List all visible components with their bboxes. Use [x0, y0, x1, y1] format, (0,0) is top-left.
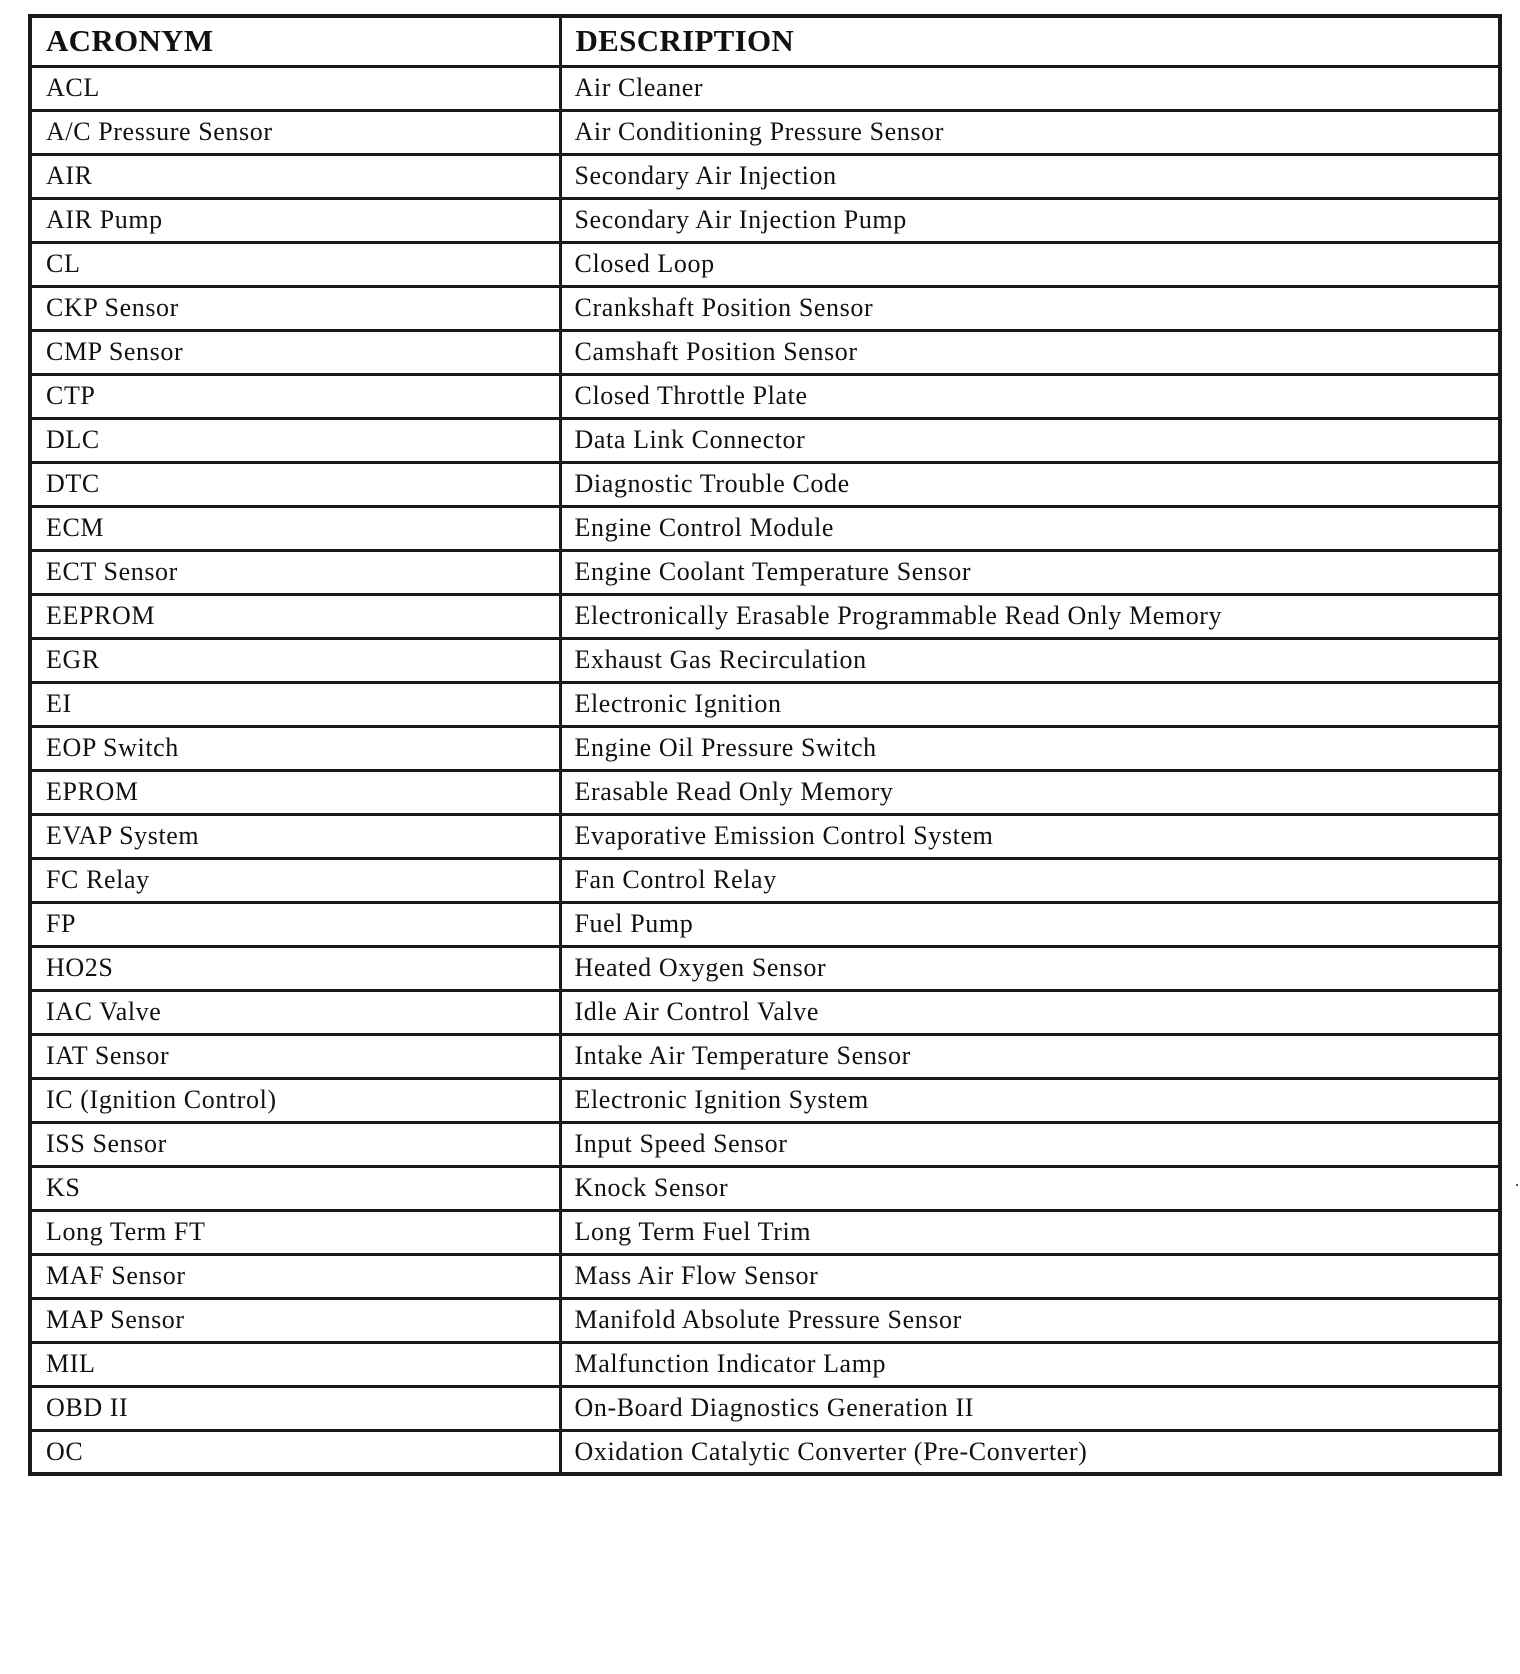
acronym-cell: EOP Switch	[30, 726, 560, 770]
description-cell: Oxidation Catalytic Converter (Pre-Converter)	[560, 1430, 1500, 1474]
description-cell: Idle Air Control Valve	[560, 990, 1500, 1034]
description-cell: Mass Air Flow Sensor	[560, 1254, 1500, 1298]
acronym-cell: MAF Sensor	[30, 1254, 560, 1298]
table-row	[30, 990, 1500, 1034]
description-cell: Data Link Connector	[560, 418, 1500, 462]
table-row	[30, 902, 1500, 946]
table-row	[30, 330, 1500, 374]
table-row	[30, 682, 1500, 726]
table-row	[30, 374, 1500, 418]
description-cell: On-Board Diagnostics Generation II	[560, 1386, 1500, 1430]
description-cell: Erasable Read Only Memory	[560, 770, 1500, 814]
acronym-cell: ECT Sensor	[30, 550, 560, 594]
description-cell: Air Conditioning Pressure Sensor	[560, 110, 1500, 154]
acronym-cell: CKP Sensor	[30, 286, 560, 330]
table-row	[30, 110, 1500, 154]
acronym-cell: IAC Valve	[30, 990, 560, 1034]
acronym-cell: Long Term FT	[30, 1210, 560, 1254]
description-cell: Knock Sensor	[560, 1166, 1500, 1210]
description-cell: Evaporative Emission Control System	[560, 814, 1500, 858]
table-row	[30, 1210, 1500, 1254]
acronym-cell: EPROM	[30, 770, 560, 814]
table-row	[30, 1078, 1500, 1122]
table-row	[30, 770, 1500, 814]
acronym-cell: ACL	[30, 66, 560, 110]
table-row	[30, 242, 1500, 286]
table-row	[30, 418, 1500, 462]
table-row	[30, 462, 1500, 506]
description-cell: Camshaft Position Sensor	[560, 330, 1500, 374]
acronym-cell: FP	[30, 902, 560, 946]
description-cell: Engine Oil Pressure Switch	[560, 726, 1500, 770]
acronym-cell: DLC	[30, 418, 560, 462]
acronym-cell: OC	[30, 1430, 560, 1474]
acronym-cell: EVAP System	[30, 814, 560, 858]
header-row	[30, 16, 1500, 66]
table-row	[30, 198, 1500, 242]
description-cell: Secondary Air Injection	[560, 154, 1500, 198]
acronym-cell: MAP Sensor	[30, 1298, 560, 1342]
table-row	[30, 1430, 1500, 1474]
description-cell: Engine Coolant Temperature Sensor	[560, 550, 1500, 594]
description-cell: Input Speed Sensor	[560, 1122, 1500, 1166]
table-row	[30, 726, 1500, 770]
acronym-cell: IC (Ignition Control)	[30, 1078, 560, 1122]
table-row	[30, 1166, 1500, 1210]
table-row	[30, 858, 1500, 902]
acronym-cell: CTP	[30, 374, 560, 418]
acronym-cell: DTC	[30, 462, 560, 506]
acronym-cell: EGR	[30, 638, 560, 682]
acronym-cell: CMP Sensor	[30, 330, 560, 374]
table-row	[30, 286, 1500, 330]
acronym-table	[28, 14, 1502, 1476]
acronym-cell: EEPROM	[30, 594, 560, 638]
acronym-cell: A/C Pressure Sensor	[30, 110, 560, 154]
acronym-cell: CL	[30, 242, 560, 286]
description-cell: Intake Air Temperature Sensor	[560, 1034, 1500, 1078]
acronym-cell: ISS Sensor	[30, 1122, 560, 1166]
table-row	[30, 550, 1500, 594]
acronym-cell: FC Relay	[30, 858, 560, 902]
column-header-acronym: ACRONYM	[30, 16, 560, 66]
column-header-description: DESCRIPTION	[560, 16, 1500, 66]
table-body	[30, 66, 1500, 1474]
scan-speck	[1516, 1184, 1518, 1186]
table-row	[30, 1034, 1500, 1078]
description-cell: Electronic Ignition	[560, 682, 1500, 726]
table-row	[30, 66, 1500, 110]
table-row	[30, 946, 1500, 990]
description-cell: Secondary Air Injection Pump	[560, 198, 1500, 242]
acronym-cell: AIR	[30, 154, 560, 198]
description-cell: Long Term Fuel Trim	[560, 1210, 1500, 1254]
table-header	[30, 16, 1500, 66]
description-cell: Electronically Erasable Programmable Read Only Memory	[560, 594, 1500, 638]
acronym-cell: MIL	[30, 1342, 560, 1386]
table-row	[30, 1254, 1500, 1298]
table-row	[30, 1342, 1500, 1386]
description-cell: Manifold Absolute Pressure Sensor	[560, 1298, 1500, 1342]
description-cell: Closed Loop	[560, 242, 1500, 286]
acronym-cell: IAT Sensor	[30, 1034, 560, 1078]
description-cell: Exhaust Gas Recirculation	[560, 638, 1500, 682]
acronym-cell: EI	[30, 682, 560, 726]
table-row	[30, 154, 1500, 198]
description-cell: Fuel Pump	[560, 902, 1500, 946]
acronym-cell: HO2S	[30, 946, 560, 990]
description-cell: Air Cleaner	[560, 66, 1500, 110]
table-row	[30, 1298, 1500, 1342]
table-row	[30, 594, 1500, 638]
acronym-cell: OBD II	[30, 1386, 560, 1430]
table-row	[30, 1386, 1500, 1430]
description-cell: Crankshaft Position Sensor	[560, 286, 1500, 330]
table-row	[30, 638, 1500, 682]
acronym-cell: ECM	[30, 506, 560, 550]
table-row	[30, 506, 1500, 550]
description-cell: Fan Control Relay	[560, 858, 1500, 902]
description-cell: Closed Throttle Plate	[560, 374, 1500, 418]
description-cell: Diagnostic Trouble Code	[560, 462, 1500, 506]
table-row	[30, 1122, 1500, 1166]
description-cell: Malfunction Indicator Lamp	[560, 1342, 1500, 1386]
acronym-cell: KS	[30, 1166, 560, 1210]
acronym-cell: AIR Pump	[30, 198, 560, 242]
description-cell: Engine Control Module	[560, 506, 1500, 550]
description-cell: Electronic Ignition System	[560, 1078, 1500, 1122]
table-row	[30, 814, 1500, 858]
description-cell: Heated Oxygen Sensor	[560, 946, 1500, 990]
